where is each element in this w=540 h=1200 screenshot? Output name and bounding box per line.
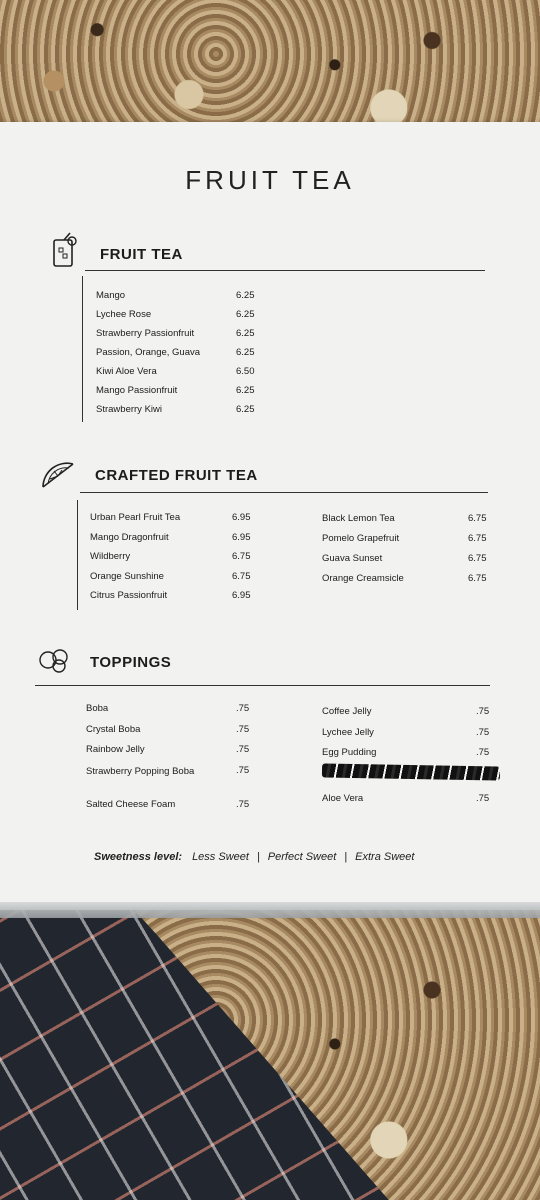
menu-item-name: Boba — [86, 703, 109, 714]
menu-item-price: .75 — [236, 764, 250, 776]
menu-item-name: Salted Cheese Foam — [86, 799, 176, 810]
menu-item-name: Crystal Boba — [86, 723, 141, 735]
menu-item-price: 6.95 — [232, 531, 251, 543]
iced-drink-icon — [50, 232, 80, 268]
menu-item-price: 6.75 — [468, 513, 487, 524]
menu-item-name: Wildberry — [90, 551, 131, 562]
section-vline — [77, 500, 78, 610]
menu-item-name: Black Lemon Tea — [322, 513, 395, 524]
section-rule — [35, 685, 490, 686]
menu-item-name: Pomelo Grapefruit — [322, 533, 400, 544]
sweetness-label: Sweetness level: — [94, 851, 183, 863]
menu-item-name: Coffee Jelly — [322, 706, 372, 717]
menu-item-name: Passion, Orange, Guava — [96, 347, 201, 358]
section-rule — [85, 270, 485, 271]
menu-item-price: 6.75 — [468, 573, 487, 584]
menu-item-price: .75 — [476, 726, 490, 738]
section-title-toppings: TOPPINGS — [90, 654, 172, 671]
menu-item-price: .75 — [476, 792, 490, 804]
citrus-slice-icon — [40, 460, 76, 490]
menu-item-name: Strawberry Passionfruit — [96, 328, 195, 339]
section-title-fruit-tea: FRUIT TEA — [100, 246, 183, 263]
menu-item-name: Mango — [96, 290, 126, 301]
menu-item-name: Egg Pudding — [322, 747, 377, 758]
menu-sheet — [0, 122, 540, 910]
menu-item-price: 6.95 — [232, 512, 251, 523]
menu-item-price: .75 — [236, 723, 250, 735]
menu-item-name: Strawberry Popping Boba — [86, 765, 195, 777]
section-vline — [82, 276, 83, 422]
menu-item-price: 6.25 — [236, 404, 255, 415]
boba-pearls-icon — [38, 648, 72, 674]
menu-item-name: Citrus Passionfruit — [90, 590, 168, 601]
menu-item-price: 6.25 — [236, 328, 255, 339]
menu-item-name: Mango Passionfruit — [96, 385, 178, 396]
section-title-crafted-fruit-tea: CRAFTED FRUIT TEA — [95, 467, 258, 484]
menu-item-price: 6.25 — [236, 309, 255, 320]
sheet-protector-edge — [0, 902, 540, 918]
menu-item-name: Lychee Jelly — [322, 726, 374, 738]
menu-item-price: 6.75 — [468, 553, 487, 564]
menu-item-name: Orange Sunshine — [90, 570, 164, 582]
menu-item-price: .75 — [236, 703, 250, 714]
menu-item-price: 6.75 — [232, 570, 251, 582]
menu-item-name: Lychee Rose — [96, 309, 152, 320]
menu-item-price: .75 — [236, 799, 250, 810]
menu-item-price: 6.25 — [236, 290, 255, 301]
section-rule — [80, 492, 488, 493]
countertop-background — [0, 0, 540, 135]
page-title: FRUIT TEA — [185, 165, 355, 195]
menu-item-name: Mango Dragonfruit — [90, 531, 169, 543]
sweetness-option: Extra Sweet — [355, 851, 415, 863]
menu-item-price: 6.25 — [236, 385, 255, 396]
menu-item-price: .75 — [476, 706, 490, 717]
sweetness-level: Sweetness level: Less Sweet | Perfect Sweet | Extra Sweet — [94, 851, 415, 863]
menu-item-price: 6.75 — [232, 551, 251, 562]
menu-item-price: .75 — [236, 744, 250, 755]
menu-item-name: Rainbow Jelly — [86, 744, 145, 755]
menu-item-name: Strawberry Kiwi — [96, 404, 162, 415]
menu-item-name: Aloe Vera — [322, 792, 364, 804]
menu-item-price: 6.50 — [236, 366, 255, 377]
menu-item-name: Orange Creamsicle — [322, 573, 404, 584]
menu-item-price: .75 — [476, 747, 490, 758]
menu-item-price: 6.75 — [468, 533, 487, 544]
menu-item-name: Kiwi Aloe Vera — [96, 366, 157, 377]
menu-item-name: Urban Pearl Fruit Tea — [90, 512, 181, 523]
sweetness-option: Perfect Sweet — [267, 851, 337, 863]
sweetness-option: Less Sweet — [192, 851, 249, 863]
menu-item-price: 6.95 — [232, 590, 251, 601]
menu-item-name: Guava Sunset — [322, 553, 383, 564]
menu-item-price: 6.25 — [236, 347, 255, 358]
